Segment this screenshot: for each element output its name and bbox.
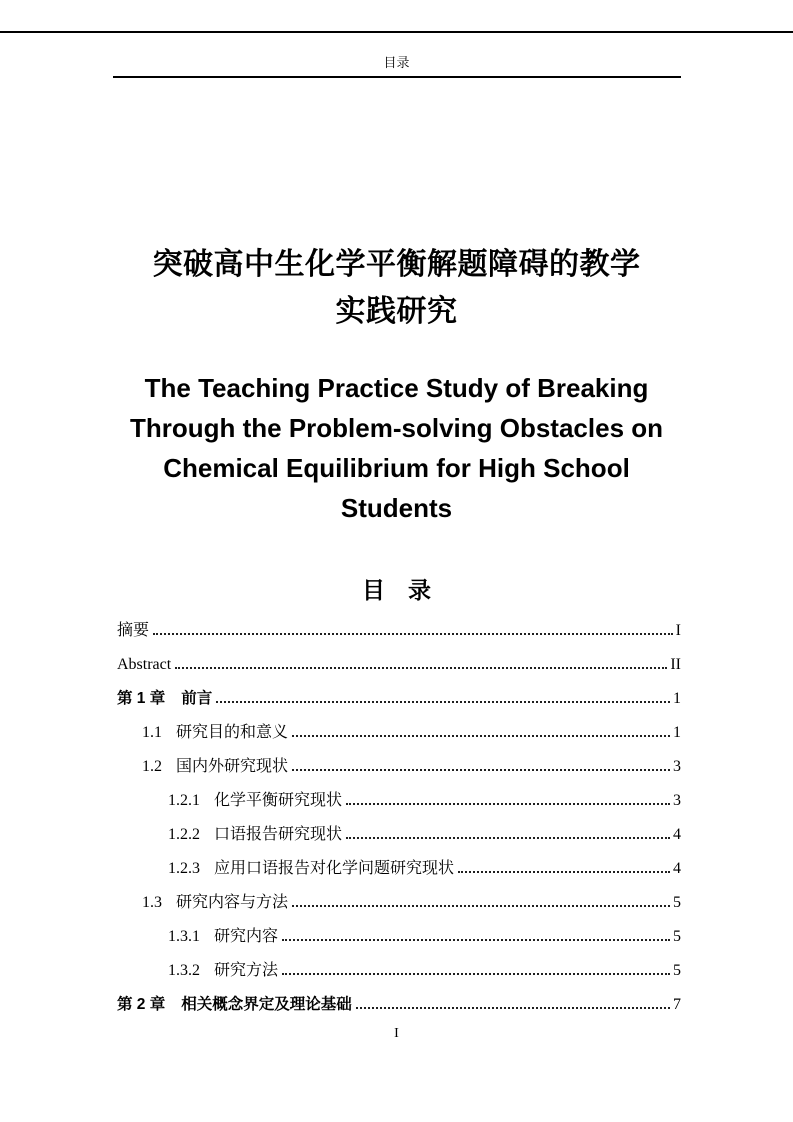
toc-dot-leader: [282, 969, 670, 975]
toc-entry[interactable]: [117, 784, 681, 818]
toc-entry[interactable]: [117, 886, 681, 920]
toc-entry-page: 4: [673, 826, 681, 843]
toc-entry-label: 相关概念界定及理论基础: [181, 996, 352, 1013]
toc-entry-label: Abstract: [117, 656, 172, 673]
toc-entry-page: 1: [673, 724, 681, 741]
toc-entry[interactable]: [117, 648, 681, 682]
toc-entry-number: 1.3: [142, 894, 162, 911]
toc-entry-page: 5: [673, 962, 681, 979]
thesis-title-english-line1: The Teaching Practice Study of Breaking: [144, 373, 649, 403]
thesis-title-chinese: [0, 241, 793, 335]
thesis-title-english: [0, 368, 793, 528]
thesis-title-chinese-line2: 实践研究: [335, 295, 458, 328]
running-header-title: 目录: [383, 55, 410, 70]
toc-entry-label: 国内外研究现状: [176, 758, 289, 775]
running-header-underline: [113, 76, 681, 78]
toc-dot-leader: [346, 799, 670, 805]
toc-entry-page: II: [670, 656, 681, 673]
toc-entry-label: 前言: [181, 690, 213, 707]
toc-entry-number: 1.2: [142, 758, 162, 775]
toc-entry-page: 1: [673, 690, 681, 707]
page-number-footer: [0, 1024, 793, 1044]
page-top-border: [0, 31, 793, 33]
toc-entry-label: 口语报告研究现状: [214, 826, 343, 843]
toc-entry-number: 1.3.2: [168, 962, 200, 979]
toc-entry[interactable]: [117, 954, 681, 988]
toc-entry[interactable]: [117, 818, 681, 852]
toc-entry-number: 1.2.1: [168, 792, 200, 809]
thesis-title-chinese-line1: 突破高中生化学平衡解题障碍的教学: [152, 248, 641, 281]
toc-entry-number: 1.2.2: [168, 826, 200, 843]
toc-entry-number: 1.2.3: [168, 860, 200, 877]
page-number: I: [394, 1026, 399, 1041]
toc-list: [117, 614, 681, 1022]
toc-dot-leader: [346, 833, 670, 839]
toc-dot-leader: [356, 1003, 670, 1009]
toc-entry-label: 化学平衡研究现状: [214, 792, 343, 809]
toc-dot-leader: [292, 731, 670, 737]
toc-dot-leader: [282, 935, 670, 941]
toc-entry-number: 1.1: [142, 724, 162, 741]
toc-entry[interactable]: [117, 750, 681, 784]
toc-entry-page: 3: [673, 758, 681, 775]
running-header: [0, 54, 793, 72]
toc-entry-number: 第 2 章: [117, 996, 166, 1013]
toc-entry[interactable]: [117, 614, 681, 648]
toc-entry-page: 7: [673, 996, 681, 1013]
toc-dot-leader: [292, 901, 670, 907]
thesis-title-english-line3: Chemical Equilibrium for High School: [163, 453, 630, 483]
toc-entry-number: 1.3.1: [168, 928, 200, 945]
toc-entry[interactable]: [117, 682, 681, 716]
thesis-title-english-line2: Through the Problem-solving Obstacles on: [129, 413, 664, 443]
toc-entry-label: 研究内容: [214, 928, 279, 945]
toc-entry[interactable]: [117, 716, 681, 750]
toc-dot-leader: [153, 629, 673, 635]
toc-dot-leader: [458, 867, 670, 873]
toc-entry-page: 3: [673, 792, 681, 809]
toc-dot-leader: [292, 765, 670, 771]
toc-entry[interactable]: [117, 852, 681, 886]
toc-entry-number: 第 1 章: [117, 690, 166, 707]
toc-entry-label: 摘要: [117, 622, 150, 639]
toc-entry[interactable]: [117, 988, 681, 1022]
toc-entry-page: 5: [673, 894, 681, 911]
toc-entry[interactable]: [117, 920, 681, 954]
toc-heading: 目 录: [362, 577, 431, 603]
toc-dot-leader: [175, 663, 667, 669]
toc-entry-label: 研究目的和意义: [176, 724, 289, 741]
toc-entry-label: 研究方法: [214, 962, 279, 979]
toc-entry-label: 研究内容与方法: [176, 894, 289, 911]
toc-entry-page: 4: [673, 860, 681, 877]
toc-entry-page: 5: [673, 928, 681, 945]
toc-dot-leader: [216, 697, 670, 703]
thesis-title-english-line4: Students: [340, 493, 453, 523]
toc-entry-page: I: [675, 622, 681, 639]
toc-entry-label: 应用口语报告对化学问题研究现状: [214, 860, 455, 877]
